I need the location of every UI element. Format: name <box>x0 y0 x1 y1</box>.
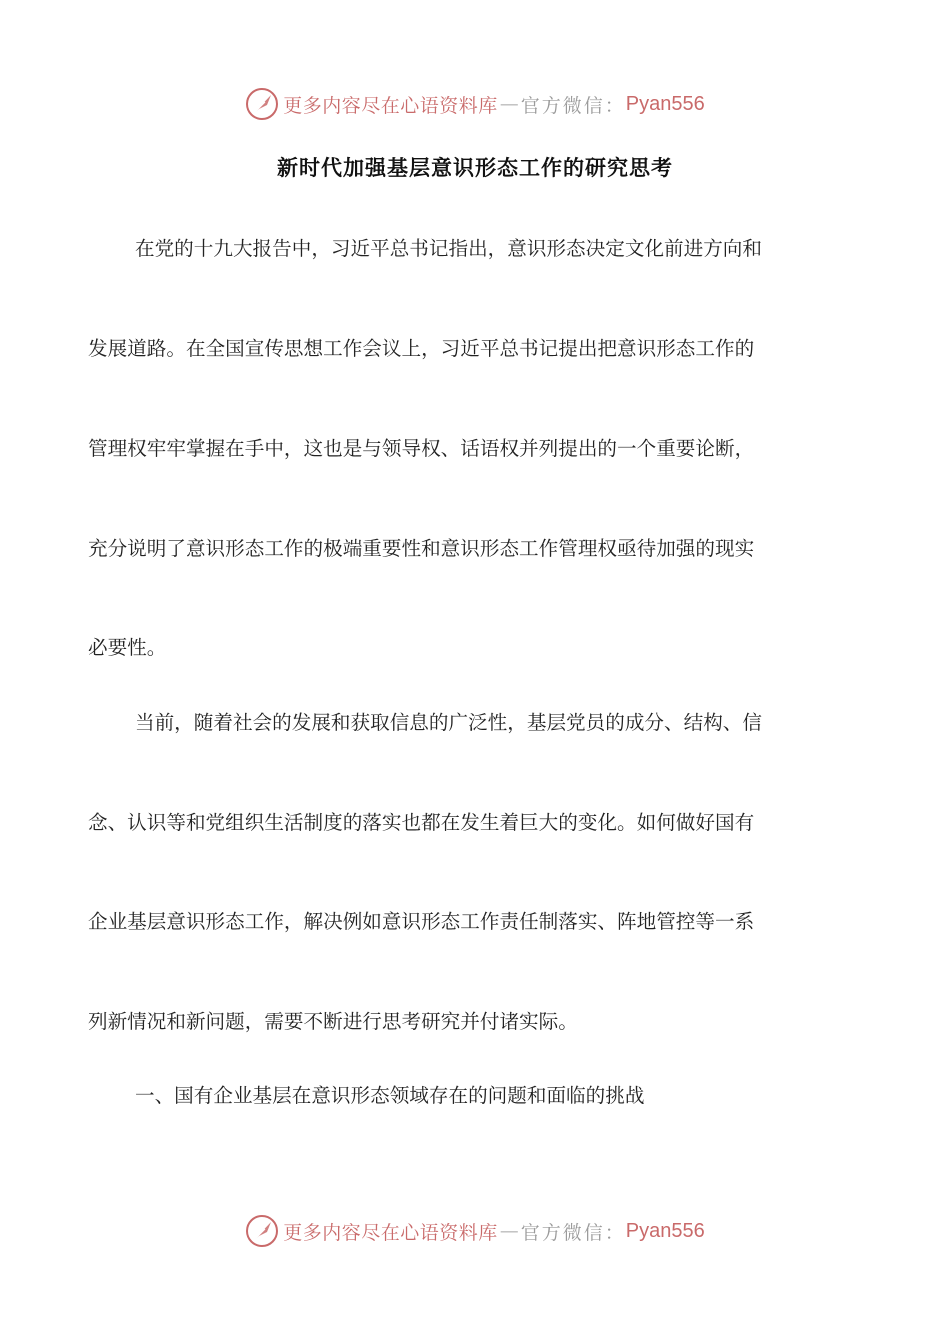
quill-logo-icon <box>245 1214 279 1248</box>
paragraph-line: 企业基层意识形态工作，解决例如意识形态工作责任制落实、阵地管控等一系 <box>88 910 755 933</box>
document-title: 新时代加强基层意识形态工作的研究思考 <box>277 156 673 180</box>
paragraph-line: 充分说明了意识形态工作的极端重要性和意识形态工作管理权亟待加强的现实 <box>88 537 755 560</box>
section-heading: 一、国有企业基层在意识形态领域存在的问题和面临的挑战 <box>135 1084 645 1107</box>
paragraph-line: 念、认识等和党组织生活制度的落实也都在发生着巨大的变化。如何做好国有 <box>88 811 755 834</box>
header-watermark <box>0 84 950 124</box>
watermark-text: 更多内容尽在心语资料库 <box>283 1221 498 1244</box>
paragraph-line: 在党的十九大报告中，习近平总书记指出，意识形态决定文化前进方向和 <box>135 237 762 260</box>
watermark-dash: — <box>499 1220 519 1242</box>
watermark-wechat-id: Pyan556 <box>625 1219 705 1242</box>
watermark-official-label: 官方微信： <box>520 1221 626 1244</box>
watermark-text: 更多内容尽在心语资料库 <box>283 94 498 117</box>
paragraph-line: 管理权牢牢掌握在手中，这也是与领导权、话语权并列提出的一个重要论断， <box>88 437 755 460</box>
watermark-wechat-id: Pyan556 <box>625 92 705 115</box>
paragraph-line: 当前，随着社会的发展和获取信息的广泛性，基层党员的成分、结构、信 <box>135 711 762 734</box>
quill-logo-icon <box>245 87 279 121</box>
paragraph-line: 必要性。 <box>88 636 167 659</box>
watermark-dash: — <box>499 93 519 115</box>
footer-watermark <box>0 1211 950 1251</box>
paragraph-line: 发展道路。在全国宣传思想工作会议上，习近平总书记提出把意识形态工作的 <box>88 337 755 360</box>
paragraph-line: 列新情况和新问题，需要不断进行思考研究并付诸实际。 <box>88 1010 578 1033</box>
watermark-official-label: 官方微信： <box>520 94 626 117</box>
